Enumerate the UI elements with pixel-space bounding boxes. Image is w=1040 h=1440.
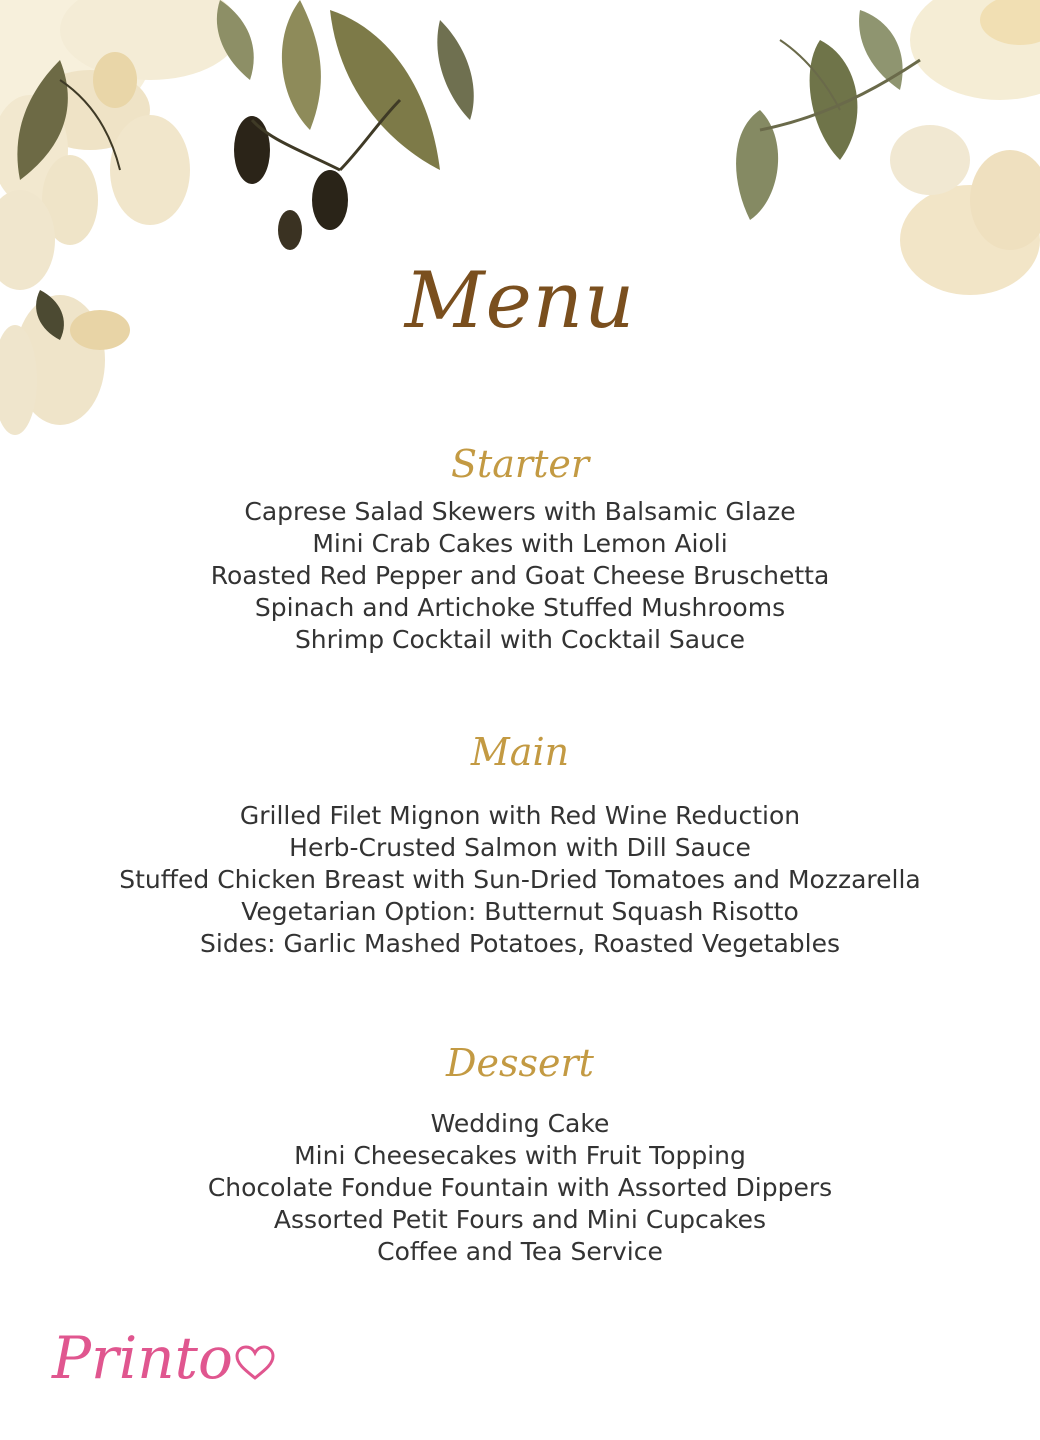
section-title-main: Main [470,730,570,774]
section-title-starter: Starter [450,442,590,486]
menu-item: Grilled Filet Mignon with Red Wine Reduction [239,801,801,830]
brand-name: Printo [52,1324,233,1392]
menu-item: Spinach and Artichoke Stuffed Mushrooms [254,593,786,622]
floral-decoration-left [0,0,520,460]
menu-item: Sides: Garlic Mashed Potatoes, Roasted Vegetables [200,929,840,958]
menu-item: Chocolate Fondue Fountain with Assorted Dippers [207,1173,833,1202]
menu-item: Wedding Cake [430,1109,610,1138]
section-title-dessert: Dessert [446,1041,594,1085]
menu-item: Mini Crab Cakes with Lemon Aioli [312,529,728,558]
menu-title: Menu [404,256,636,346]
menu-item: Stuffed Chicken Breast with Sun-Dried Tomatoes and Mozzarella [119,865,921,894]
printo-logo [52,1318,275,1398]
heart-icon [235,1345,275,1381]
menu-item: Mini Cheesecakes with Fruit Topping [294,1141,746,1170]
dessert-items-list [0,1108,1040,1268]
main-items-list [0,800,1040,960]
menu-item: Coffee and Tea Service [377,1237,663,1266]
menu-item: Assorted Petit Fours and Mini Cupcakes [273,1205,767,1234]
menu-item: Herb-Crusted Salmon with Dill Sauce [289,833,751,862]
menu-item: Caprese Salad Skewers with Balsamic Glaze [244,497,796,526]
menu-item: Roasted Red Pepper and Goat Cheese Bruschetta [210,561,830,590]
menu-item: Vegetarian Option: Butternut Squash Risotto [241,897,799,926]
menu-item: Shrimp Cocktail with Cocktail Sauce [294,625,746,654]
starter-items-list [0,496,1040,656]
